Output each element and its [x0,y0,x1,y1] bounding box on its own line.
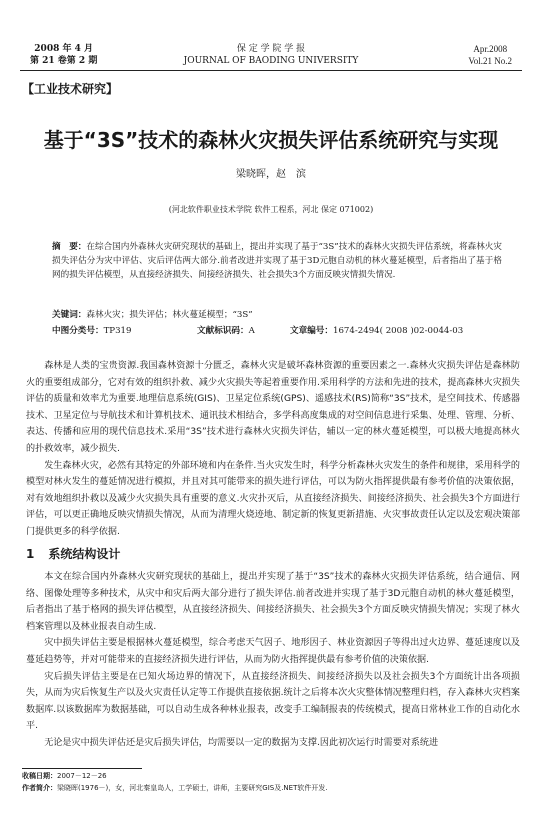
keywords [52,308,502,322]
volume-issue-en: Vol.21 No.2 [468,56,512,66]
doc-code-label: 文献标识码： [197,326,249,336]
header-divider [20,70,522,71]
clc-value: TP319 [103,326,132,336]
section-tag: 【工业技术研究】 [22,82,119,96]
journal-name [150,43,392,67]
article-title: 基于“3S”技术的森林火灾损失评估系统研究与实现 [43,128,499,152]
abstract-text: 在综合国内外森林火灾研究现状的基础上，提出并实现了基于“3S”技术的森林火灾损失评估系统，将森林火灾损失评估分为灾中评估、灾后评估两大部分.前者改进并实现了基于3D元胞自动机的林火蔓延模型，后者指出了基于格网的损失评估模型，从直接经济损失、间接经济损失、社会损失3个方面反映灾情损失情况. [52,242,502,280]
doc-code-value: A [248,326,255,336]
paragraph: 灾后损失评估主要是在已知火场边界的情况下，从直接经济损失、间接经济损失以及社会损失3个方面统计出各项损失，从而为灾后恢复生产以及火灾责任认定等工作提供直接依据.统计之后将本次火灾整体情况整理归档，存入森林火灾档案数据库.以该数据库为数据基础，可以自动生成各种林业报表，改变手工编制报表的传统模式，提高日常林业工作的自动化水平. [26,671,520,732]
abstract [52,240,502,282]
received-date [22,771,520,782]
clc-label: 中图分类号： [52,326,104,336]
keywords-label: 关键词： [52,310,87,320]
paragraph: 无论是灾中损失评估还是灾后损失评估，均需要以一定的数据为支撑.因此初次运行时需要对系统进 [44,737,439,748]
abstract-label: 摘 要： [52,242,87,252]
section-title: 系统结构设计 [48,547,121,561]
journal-date-volume [30,43,97,67]
article-number-value: 1674-2494( 2008 )02-0044-03 [332,326,464,336]
publication-date-en: Apr.2008 [473,44,508,54]
keywords-text: 森林火灾；损失评估；林火蔓延模型；“3S” [86,310,253,320]
journal-name-en: JOURNAL OF BAODING UNIVERSITY [183,56,359,66]
publication-date: 2008 年 4 月 [34,44,94,54]
intro-body [26,358,520,541]
authors: 梁晓晖，赵 滨 [236,169,306,180]
paragraph: 灾中损失评估主要是根据林火蔓延模型，综合考虑天气因子、地形因子、林业资源因子等得出过火边界、蔓延速度以及蔓延趋势等，并对可能带来的直接经济损失进行评估，从而为防火指挥提供最有参考价值的决策依据. [26,638,520,665]
journal-name-cn: 保 定 学 院 学 报 [236,44,306,54]
received-label: 收稿日期： [22,772,57,780]
article-number-label: 文章编号： [290,326,333,336]
journal-date-volume-en [468,43,512,67]
section-heading [26,545,120,562]
document-code [197,324,255,338]
clc-number [52,324,132,338]
section-number: 1 [26,547,35,561]
affiliation: (河北软件职业技术学院 软件工程系，河北 保定 071002) [168,205,374,214]
footnote-divider [22,768,142,769]
section1-body [26,569,520,752]
paragraph: 发生森林火灾，必然有其特定的外部环境和内在条件.当火灾发生时，科学分析森林火灾发生的条件和规律，采用科学的模型对林火发生的蔓延情况进行模拟，并且对其可能带来的损失进行评估，可以为防火指挥提供最有参考价值的决策依据，对有效地组织扑救以及减少火灾损失具有重要的意义.火灾扑灭后，从直接经济损失、间接经济损失、社会损失3个方面进行评估，可以更正确地反映灾情损失情况，从而为清理火烧迹地、制定新的恢复更新措施、火灾事故责任认定以及宏观决策部门提供更多的科学依据. [26,460,520,537]
author-bio-text: 梁晓晖(1976－)，女，河北秦皇岛人，工学硕士，讲师，主要研究GIS及.NET软件开发. [57,784,328,792]
paragraph: 森林是人类的宝贵资源.我国森林资源十分匮乏，森林火灾是破坏森林资源的重要因素之一.森林火灾损失评估是森林防火的重要组成部分，它对有效的组织扑救、减少火灾损失等起着重要作用.采用科学的方法和先进的技术，提高森林火灾损失评估的质量和效率尤为重要.地理信息系统(GIS)、卫星定位系统(GPS)、遥感技术(RS)简称“3S”技术，是空间技术、传感器技术、卫星定位与导航技术和计算机技术、通讯技术相结合，多学科高度集成的对空间信息进行采集、处理、管理、分析、表达、传播和应用的现代信息技术.采用“3S”技术进行森林火灾损失评估，辅以一定的林火蔓延模型，可以极大地提高林火的扑救效率，减少损失. [26,361,520,454]
volume-issue: 第 21 卷第 2 期 [30,56,98,66]
received-value: 2007－12－26 [57,772,107,780]
author-bio [22,783,520,794]
author-bio-label: 作者简介： [22,784,57,792]
paragraph: 本文在综合国内外森林火灾研究现状的基础上，提出并实现了基于“3S”技术的森林火灾损失评估系统，结合通信、网络、图像处理等多种技术，从灾中和灾后两大部分进行了损失评估.前者改进并实现了基于3D元胞自动机的林火蔓延模型，后者指出了基于格网的损失评估模型，从直接经济损失、间接经济损失、社会损失3个方面反映灾情损失情况；实现了林火档案管理以及林业报表自动生成. [26,572,520,632]
article-number [290,324,463,338]
